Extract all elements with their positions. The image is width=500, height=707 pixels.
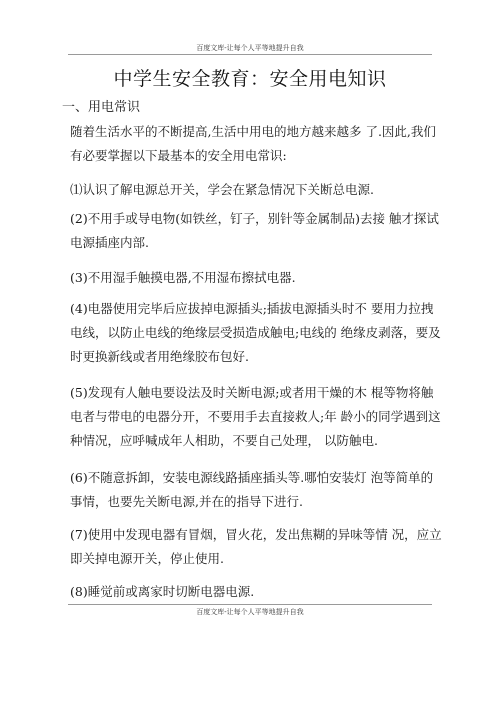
paragraph-item-1: ⑴认识了解电源总开关，学会在紧急情况下关断总电源. (70, 182, 374, 197)
paragraph-item-6: (6)不随意拆卸，安装电源线路插座插头等.哪怕安装灯 泡等简单的事情，也要先关断电源,并在的指导下进行. (70, 470, 434, 509)
paragraph-item-8: (8)睡觉前或离家时切断电器电源. (70, 584, 255, 599)
page-header-text: 百度文库-让每个人平等地提升自我 (196, 44, 304, 52)
page-header-rule (68, 54, 432, 55)
paragraph-intro: 随着生活水平的不断提高,生活中用电的地方越来越多 了.因此,我们有必要掌握以下最基本的安全用电常识: (70, 124, 436, 163)
page-footer-rule (68, 604, 432, 605)
paragraph-item-2: (2)不用手或导电物(如铁丝，钉子，别针等金属制品)去接 触才探试电源插座内部. (70, 211, 439, 250)
paragraph-item-4: (4)电器使用完毕后应拔掉电源插头;插拔电源插头时不 要用力拉拽电线，以防止电线的绝缘层受损造成触电;电线的 绝缘皮剥落，要及时更换新线或者用绝缘胶布包好. (70, 301, 441, 364)
paragraph-item-5: (5)发现有人触电要设法及时关断电源;或者用干燥的木 棍等物将触电者与带电的电器分开，不要用手去直接救人;年 龄小的同学遇到这种情况，应呼喊成年人相助，不要自己处理， 以防触电. (70, 385, 441, 448)
page-footer-text: 百度文库-让每个人平等地提升自我 (196, 608, 304, 616)
paragraph-item-7: (7)使用中发现电器有冒烟，冒火花，发出焦糊的异味等情 况，应立即关掉电源开关，停止使用. (70, 527, 442, 566)
paragraph-item-3: (3)不用湿手触摸电器,不用湿布擦拭电器. (70, 270, 296, 285)
page-title: 中学生安全教育：安全用电知识 (113, 68, 387, 90)
section-heading: 一、用电常识 (62, 100, 141, 115)
